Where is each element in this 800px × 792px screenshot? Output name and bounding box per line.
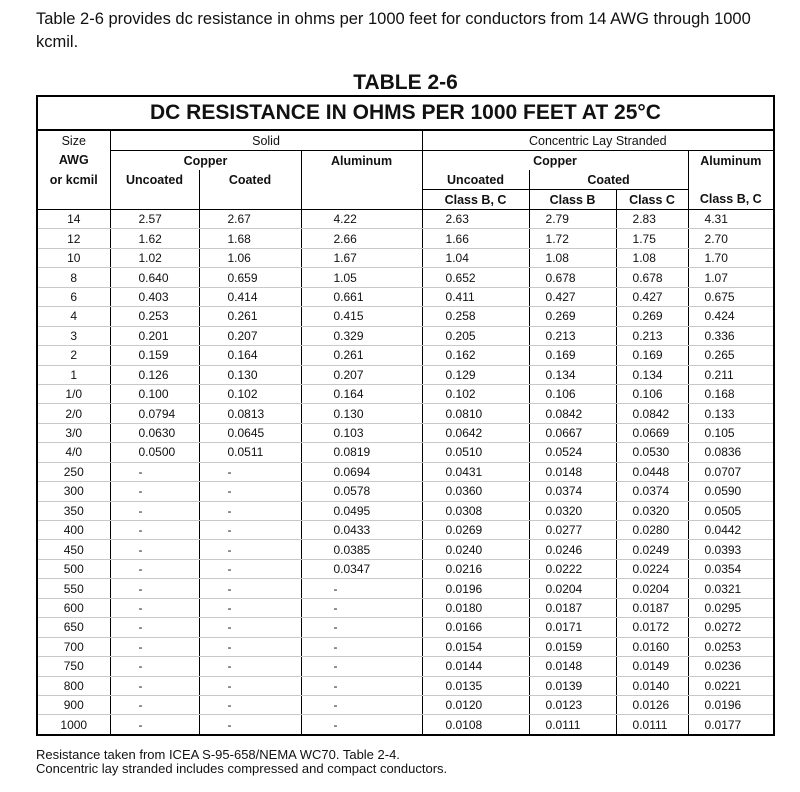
solid-aluminum-cell: 0.0385 xyxy=(301,540,422,559)
stranded-aluminum-class-bc-cell: 0.168 xyxy=(688,384,773,403)
solid-aluminum-cell: 0.0347 xyxy=(301,559,422,578)
table-row xyxy=(38,384,773,403)
stranded-coated-class-c-cell: 0.0140 xyxy=(616,676,688,695)
stranded-coated-class-b-cell: 0.134 xyxy=(529,365,616,384)
stranded-aluminum-class-bc-cell: 0.0505 xyxy=(688,501,773,520)
solid-aluminum-cell: - xyxy=(301,579,422,598)
table-row xyxy=(38,229,773,248)
size-cell: 3 xyxy=(38,326,110,345)
solid-copper-uncoated-cell: - xyxy=(110,559,199,578)
footnote-stranding: Concentric lay stranded includes compressed and compact conductors. xyxy=(36,761,448,776)
size-cell: 1 xyxy=(38,365,110,384)
stranded-coated-class-c-cell: 0.0149 xyxy=(616,657,688,676)
stranded-aluminum-class-bc-cell: 0.0321 xyxy=(688,579,773,598)
solid-copper-coated-cell: - xyxy=(199,501,301,520)
stranded-uncoated-class-bc-cell: 0.0166 xyxy=(422,618,529,637)
header-blank xyxy=(38,190,110,210)
solid-copper-uncoated-cell: 0.640 xyxy=(110,268,199,287)
solid-aluminum-cell: 0.0694 xyxy=(301,462,422,481)
solid-copper-coated-cell: - xyxy=(199,695,301,714)
stranded-aluminum-class-bc-cell: 0.133 xyxy=(688,404,773,423)
stranded-aluminum-class-bc-cell: 0.424 xyxy=(688,307,773,326)
stranded-uncoated-class-bc-cell: 2.63 xyxy=(422,210,529,229)
stranded-uncoated-class-bc-cell: 0.0144 xyxy=(422,657,529,676)
stranded-coated-class-c-cell: 0.213 xyxy=(616,326,688,345)
stranded-uncoated-class-bc-cell: 0.0216 xyxy=(422,559,529,578)
size-cell: 2/0 xyxy=(38,404,110,423)
size-cell: 550 xyxy=(38,579,110,598)
solid-copper-coated-cell: 0.414 xyxy=(199,287,301,306)
table-row xyxy=(38,346,773,365)
table-row xyxy=(38,268,773,287)
header-solid-copper: Copper xyxy=(110,151,301,171)
header-blank xyxy=(301,190,422,210)
solid-aluminum-cell: - xyxy=(301,676,422,695)
stranded-coated-class-b-cell: 0.0187 xyxy=(529,598,616,617)
stranded-coated-class-b-cell: 0.0204 xyxy=(529,579,616,598)
stranded-aluminum-class-bc-cell: 2.70 xyxy=(688,229,773,248)
stranded-coated-class-c-cell: 2.83 xyxy=(616,210,688,229)
solid-copper-uncoated-cell: 2.57 xyxy=(110,210,199,229)
solid-copper-coated-cell: - xyxy=(199,482,301,501)
solid-copper-uncoated-cell: - xyxy=(110,676,199,695)
stranded-uncoated-class-bc-cell: 0.258 xyxy=(422,307,529,326)
solid-aluminum-cell: 1.67 xyxy=(301,248,422,267)
header-solid-coated: Coated xyxy=(199,170,301,190)
table-row xyxy=(38,676,773,695)
solid-copper-coated-cell: 2.67 xyxy=(199,210,301,229)
solid-copper-uncoated-cell: 0.0630 xyxy=(110,423,199,442)
solid-aluminum-cell: 0.661 xyxy=(301,287,422,306)
header-awg: AWG xyxy=(58,153,89,168)
solid-copper-coated-cell: - xyxy=(199,521,301,540)
stranded-aluminum-class-bc-cell: 0.0836 xyxy=(688,443,773,462)
solid-aluminum-cell: - xyxy=(301,598,422,617)
header-blank xyxy=(199,190,301,210)
size-cell: 500 xyxy=(38,559,110,578)
solid-copper-uncoated-cell: - xyxy=(110,521,199,540)
stranded-aluminum-class-bc-cell: 0.0393 xyxy=(688,540,773,559)
solid-copper-coated-cell: - xyxy=(199,579,301,598)
stranded-uncoated-class-bc-cell: 1.66 xyxy=(422,229,529,248)
solid-aluminum-cell: 4.22 xyxy=(301,210,422,229)
stranded-aluminum-class-bc-cell: 1.70 xyxy=(688,248,773,267)
stranded-aluminum-class-bc-cell: 0.105 xyxy=(688,423,773,442)
size-cell: 4 xyxy=(38,307,110,326)
stranded-aluminum-class-bc-cell: 0.0272 xyxy=(688,618,773,637)
solid-copper-coated-cell: 1.06 xyxy=(199,248,301,267)
table-row xyxy=(38,482,773,501)
solid-aluminum-cell: - xyxy=(301,618,422,637)
header-solid-uncoated: Uncoated xyxy=(110,170,199,190)
size-cell: 300 xyxy=(38,482,110,501)
solid-copper-uncoated-cell: - xyxy=(110,598,199,617)
size-cell: 600 xyxy=(38,598,110,617)
size-cell: 8 xyxy=(38,268,110,287)
table-label: TABLE 2-6 xyxy=(353,71,458,94)
header-stranded-coated: Coated xyxy=(529,170,688,190)
stranded-uncoated-class-bc-cell: 0.129 xyxy=(422,365,529,384)
solid-copper-uncoated-cell: 0.100 xyxy=(110,384,199,403)
stranded-coated-class-c-cell: 0.0187 xyxy=(616,598,688,617)
size-cell: 1/0 xyxy=(38,384,110,403)
header-uncoated-class-bc: Class B, C xyxy=(422,190,529,210)
stranded-aluminum-class-bc-cell: 0.0442 xyxy=(688,521,773,540)
size-cell: 350 xyxy=(38,501,110,520)
size-cell: 750 xyxy=(38,657,110,676)
stranded-aluminum-class-bc-cell: 1.07 xyxy=(688,268,773,287)
stranded-coated-class-c-cell: 1.08 xyxy=(616,248,688,267)
intro-paragraph: Table 2-6 provides dc resistance in ohms per 1000 feet for conductors from 14 AWG through 1000 kcmil. xyxy=(36,10,751,51)
table-row xyxy=(38,462,773,481)
stranded-coated-class-b-cell: 0.269 xyxy=(529,307,616,326)
stranded-uncoated-class-bc-cell: 0.205 xyxy=(422,326,529,345)
stranded-aluminum-class-bc-cell: 0.211 xyxy=(688,365,773,384)
stranded-uncoated-class-bc-cell: 0.0154 xyxy=(422,637,529,656)
solid-copper-uncoated-cell: - xyxy=(110,637,199,656)
table-row xyxy=(38,287,773,306)
stranded-coated-class-b-cell: 0.0159 xyxy=(529,637,616,656)
stranded-coated-class-c-cell: 0.0842 xyxy=(616,404,688,423)
stranded-aluminum-class-bc-cell: 0.0196 xyxy=(688,695,773,714)
size-cell: 3/0 xyxy=(38,423,110,442)
stranded-coated-class-b-cell: 0.0842 xyxy=(529,404,616,423)
stranded-coated-class-c-cell: 0.169 xyxy=(616,346,688,365)
stranded-uncoated-class-bc-cell: 0.0510 xyxy=(422,443,529,462)
stranded-uncoated-class-bc-cell: 0.0108 xyxy=(422,715,529,734)
stranded-coated-class-c-cell: 0.0249 xyxy=(616,540,688,559)
solid-copper-uncoated-cell: 0.201 xyxy=(110,326,199,345)
table-row xyxy=(38,365,773,384)
size-cell: 700 xyxy=(38,637,110,656)
stranded-aluminum-class-bc-cell: 0.0236 xyxy=(688,657,773,676)
stranded-coated-class-c-cell: 0.0172 xyxy=(616,618,688,637)
stranded-coated-class-b-cell: 0.0123 xyxy=(529,695,616,714)
stranded-coated-class-c-cell: 0.0204 xyxy=(616,579,688,598)
solid-copper-coated-cell: 0.130 xyxy=(199,365,301,384)
stranded-aluminum-class-bc-cell: 0.265 xyxy=(688,346,773,365)
stranded-coated-class-c-cell: 0.0669 xyxy=(616,423,688,442)
solid-copper-uncoated-cell: - xyxy=(110,462,199,481)
stranded-coated-class-b-cell: 0.0524 xyxy=(529,443,616,462)
table-row xyxy=(38,307,773,326)
stranded-uncoated-class-bc-cell: 1.04 xyxy=(422,248,529,267)
table-row xyxy=(38,657,773,676)
solid-copper-uncoated-cell: 1.62 xyxy=(110,229,199,248)
stranded-uncoated-class-bc-cell: 0.0431 xyxy=(422,462,529,481)
solid-aluminum-cell: 0.329 xyxy=(301,326,422,345)
solid-copper-coated-cell: - xyxy=(199,598,301,617)
solid-copper-coated-cell: 1.68 xyxy=(199,229,301,248)
header-coated-class-c: Class C xyxy=(616,190,688,210)
table-row xyxy=(38,210,773,229)
stranded-coated-class-b-cell: 0.0171 xyxy=(529,618,616,637)
stranded-coated-class-c-cell: 0.0224 xyxy=(616,559,688,578)
table-row xyxy=(38,598,773,617)
table-row xyxy=(38,501,773,520)
header-aluminum-class-bc: Class B, C xyxy=(688,190,773,210)
stranded-uncoated-class-bc-cell: 0.0240 xyxy=(422,540,529,559)
table-row xyxy=(38,559,773,578)
stranded-coated-class-b-cell: 0.427 xyxy=(529,287,616,306)
stranded-coated-class-c-cell: 0.0448 xyxy=(616,462,688,481)
stranded-coated-class-c-cell: 0.0160 xyxy=(616,637,688,656)
stranded-coated-class-b-cell: 2.79 xyxy=(529,210,616,229)
size-cell: 14 xyxy=(38,210,110,229)
stranded-aluminum-class-bc-cell: 0.0253 xyxy=(688,637,773,656)
stranded-coated-class-b-cell: 0.169 xyxy=(529,346,616,365)
solid-copper-uncoated-cell: - xyxy=(110,618,199,637)
size-cell: 800 xyxy=(38,676,110,695)
stranded-uncoated-class-bc-cell: 0.0196 xyxy=(422,579,529,598)
solid-copper-uncoated-cell: - xyxy=(110,540,199,559)
header-size: Size xyxy=(61,133,86,148)
stranded-coated-class-c-cell: 1.75 xyxy=(616,229,688,248)
stranded-coated-class-b-cell: 0.678 xyxy=(529,268,616,287)
stranded-coated-class-c-cell: 0.134 xyxy=(616,365,688,384)
header-kcmil: or kcmil xyxy=(49,172,98,187)
solid-copper-uncoated-cell: - xyxy=(110,579,199,598)
size-cell: 900 xyxy=(38,695,110,714)
stranded-coated-class-c-cell: 0.0320 xyxy=(616,501,688,520)
header-stranded-uncoated: Uncoated xyxy=(422,170,529,190)
stranded-coated-class-c-cell: 0.269 xyxy=(616,307,688,326)
solid-aluminum-cell: 0.0495 xyxy=(301,501,422,520)
header-blank xyxy=(110,190,199,210)
solid-copper-coated-cell: 0.0511 xyxy=(199,443,301,462)
solid-aluminum-cell: - xyxy=(301,715,422,734)
stranded-aluminum-class-bc-cell: 0.336 xyxy=(688,326,773,345)
table-row xyxy=(38,618,773,637)
solid-copper-coated-cell: - xyxy=(199,618,301,637)
table-row xyxy=(38,423,773,442)
solid-copper-uncoated-cell: 0.0794 xyxy=(110,404,199,423)
stranded-coated-class-c-cell: 0.0126 xyxy=(616,695,688,714)
stranded-coated-class-c-cell: 0.0530 xyxy=(616,443,688,462)
solid-copper-uncoated-cell: - xyxy=(110,482,199,501)
stranded-aluminum-class-bc-cell: 0.0707 xyxy=(688,462,773,481)
size-cell: 400 xyxy=(38,521,110,540)
solid-aluminum-cell: 0.261 xyxy=(301,346,422,365)
stranded-uncoated-class-bc-cell: 0.0360 xyxy=(422,482,529,501)
stranded-coated-class-c-cell: 0.427 xyxy=(616,287,688,306)
header-stranded-aluminum: Aluminum xyxy=(688,151,773,171)
solid-copper-uncoated-cell: - xyxy=(110,715,199,734)
stranded-uncoated-class-bc-cell: 0.652 xyxy=(422,268,529,287)
size-cell: 4/0 xyxy=(38,443,110,462)
header-concentric: Concentric Lay Stranded xyxy=(422,131,773,151)
size-cell: 650 xyxy=(38,618,110,637)
stranded-coated-class-b-cell: 0.0111 xyxy=(529,715,616,734)
stranded-uncoated-class-bc-cell: 0.0642 xyxy=(422,423,529,442)
table-row xyxy=(38,579,773,598)
table-row xyxy=(38,695,773,714)
table-row xyxy=(38,248,773,267)
stranded-aluminum-class-bc-cell: 4.31 xyxy=(688,210,773,229)
table-body xyxy=(38,210,773,734)
stranded-aluminum-class-bc-cell: 0.0221 xyxy=(688,676,773,695)
stranded-coated-class-b-cell: 0.0139 xyxy=(529,676,616,695)
size-cell: 250 xyxy=(38,462,110,481)
stranded-coated-class-b-cell: 1.72 xyxy=(529,229,616,248)
solid-copper-coated-cell: 0.0645 xyxy=(199,423,301,442)
solid-aluminum-cell: 1.05 xyxy=(301,268,422,287)
table-row xyxy=(38,404,773,423)
solid-copper-coated-cell: 0.659 xyxy=(199,268,301,287)
solid-copper-uncoated-cell: - xyxy=(110,695,199,714)
stranded-uncoated-class-bc-cell: 0.411 xyxy=(422,287,529,306)
solid-aluminum-cell: 0.0578 xyxy=(301,482,422,501)
size-cell: 450 xyxy=(38,540,110,559)
solid-copper-coated-cell: 0.207 xyxy=(199,326,301,345)
stranded-coated-class-b-cell: 0.0374 xyxy=(529,482,616,501)
footnote-source: Resistance taken from ICEA S-95-658/NEMA WC70. Table 2-4. xyxy=(36,747,400,762)
solid-copper-uncoated-cell: 0.159 xyxy=(110,346,199,365)
stranded-coated-class-b-cell: 0.0320 xyxy=(529,501,616,520)
stranded-uncoated-class-bc-cell: 0.0269 xyxy=(422,521,529,540)
table-title: DC RESISTANCE IN OHMS PER 1000 FEET AT 25°C xyxy=(38,97,773,131)
resistance-table-box xyxy=(36,95,775,736)
stranded-coated-class-b-cell: 0.106 xyxy=(529,384,616,403)
solid-aluminum-cell: 0.0819 xyxy=(301,443,422,462)
size-cell: 2 xyxy=(38,346,110,365)
footnotes xyxy=(36,748,447,776)
header-stranded-aluminum-blank xyxy=(688,170,773,190)
solid-copper-uncoated-cell: - xyxy=(110,501,199,520)
header-solid: Solid xyxy=(110,131,422,151)
solid-copper-coated-cell: - xyxy=(199,540,301,559)
table-row xyxy=(38,326,773,345)
solid-aluminum-cell: - xyxy=(301,657,422,676)
stranded-coated-class-b-cell: 0.0148 xyxy=(529,657,616,676)
stranded-uncoated-class-bc-cell: 0.102 xyxy=(422,384,529,403)
header-solid-aluminum-blank xyxy=(301,170,422,190)
stranded-uncoated-class-bc-cell: 0.0180 xyxy=(422,598,529,617)
size-cell: 10 xyxy=(38,248,110,267)
stranded-coated-class-c-cell: 0.0280 xyxy=(616,521,688,540)
stranded-aluminum-class-bc-cell: 0.675 xyxy=(688,287,773,306)
stranded-coated-class-c-cell: 0.678 xyxy=(616,268,688,287)
solid-copper-coated-cell: - xyxy=(199,676,301,695)
solid-copper-coated-cell: - xyxy=(199,637,301,656)
solid-copper-uncoated-cell: 0.253 xyxy=(110,307,199,326)
stranded-aluminum-class-bc-cell: 0.0590 xyxy=(688,482,773,501)
stranded-coated-class-b-cell: 0.213 xyxy=(529,326,616,345)
solid-aluminum-cell: 0.0433 xyxy=(301,521,422,540)
table-row xyxy=(38,540,773,559)
solid-copper-uncoated-cell: 0.403 xyxy=(110,287,199,306)
solid-copper-coated-cell: - xyxy=(199,715,301,734)
solid-copper-coated-cell: - xyxy=(199,462,301,481)
size-cell: 1000 xyxy=(60,717,88,732)
header-coated-class-b: Class B xyxy=(529,190,616,210)
stranded-coated-class-c-cell: 0.0374 xyxy=(616,482,688,501)
solid-copper-coated-cell: - xyxy=(199,657,301,676)
stranded-coated-class-c-cell: 0.106 xyxy=(616,384,688,403)
table-header xyxy=(38,131,773,210)
solid-aluminum-cell: 2.66 xyxy=(301,229,422,248)
table-row xyxy=(38,521,773,540)
stranded-coated-class-b-cell: 0.0246 xyxy=(529,540,616,559)
header-solid-aluminum: Aluminum xyxy=(301,151,422,171)
solid-aluminum-cell: 0.103 xyxy=(301,423,422,442)
solid-aluminum-cell: - xyxy=(301,695,422,714)
header-stranded-copper: Copper xyxy=(422,151,688,171)
solid-aluminum-cell: 0.207 xyxy=(301,365,422,384)
stranded-coated-class-b-cell: 0.0277 xyxy=(529,521,616,540)
solid-copper-coated-cell: 0.0813 xyxy=(199,404,301,423)
resistance-table xyxy=(38,131,773,734)
solid-aluminum-cell: 0.164 xyxy=(301,384,422,403)
stranded-uncoated-class-bc-cell: 0.162 xyxy=(422,346,529,365)
stranded-aluminum-class-bc-cell: 0.0177 xyxy=(688,715,773,734)
stranded-coated-class-b-cell: 1.08 xyxy=(529,248,616,267)
stranded-aluminum-class-bc-cell: 0.0354 xyxy=(688,559,773,578)
solid-copper-uncoated-cell: 0.0500 xyxy=(110,443,199,462)
stranded-uncoated-class-bc-cell: 0.0135 xyxy=(422,676,529,695)
table-row xyxy=(38,715,773,734)
solid-aluminum-cell: 0.415 xyxy=(301,307,422,326)
size-cell: 6 xyxy=(38,287,110,306)
stranded-uncoated-class-bc-cell: 0.0308 xyxy=(422,501,529,520)
solid-copper-coated-cell: - xyxy=(199,559,301,578)
stranded-uncoated-class-bc-cell: 0.0810 xyxy=(422,404,529,423)
stranded-aluminum-class-bc-cell: 0.0295 xyxy=(688,598,773,617)
stranded-coated-class-b-cell: 0.0148 xyxy=(529,462,616,481)
stranded-uncoated-class-bc-cell: 0.0120 xyxy=(422,695,529,714)
table-row xyxy=(38,637,773,656)
solid-copper-uncoated-cell: - xyxy=(110,657,199,676)
solid-copper-coated-cell: 0.261 xyxy=(199,307,301,326)
solid-copper-coated-cell: 0.102 xyxy=(199,384,301,403)
stranded-coated-class-b-cell: 0.0222 xyxy=(529,559,616,578)
solid-copper-uncoated-cell: 0.126 xyxy=(110,365,199,384)
table-row xyxy=(38,443,773,462)
solid-aluminum-cell: - xyxy=(301,637,422,656)
solid-aluminum-cell: 0.130 xyxy=(301,404,422,423)
stranded-coated-class-c-cell: 0.0111 xyxy=(616,715,688,734)
solid-copper-coated-cell: 0.164 xyxy=(199,346,301,365)
solid-copper-uncoated-cell: 1.02 xyxy=(110,248,199,267)
size-cell: 12 xyxy=(38,229,110,248)
stranded-coated-class-b-cell: 0.0667 xyxy=(529,423,616,442)
